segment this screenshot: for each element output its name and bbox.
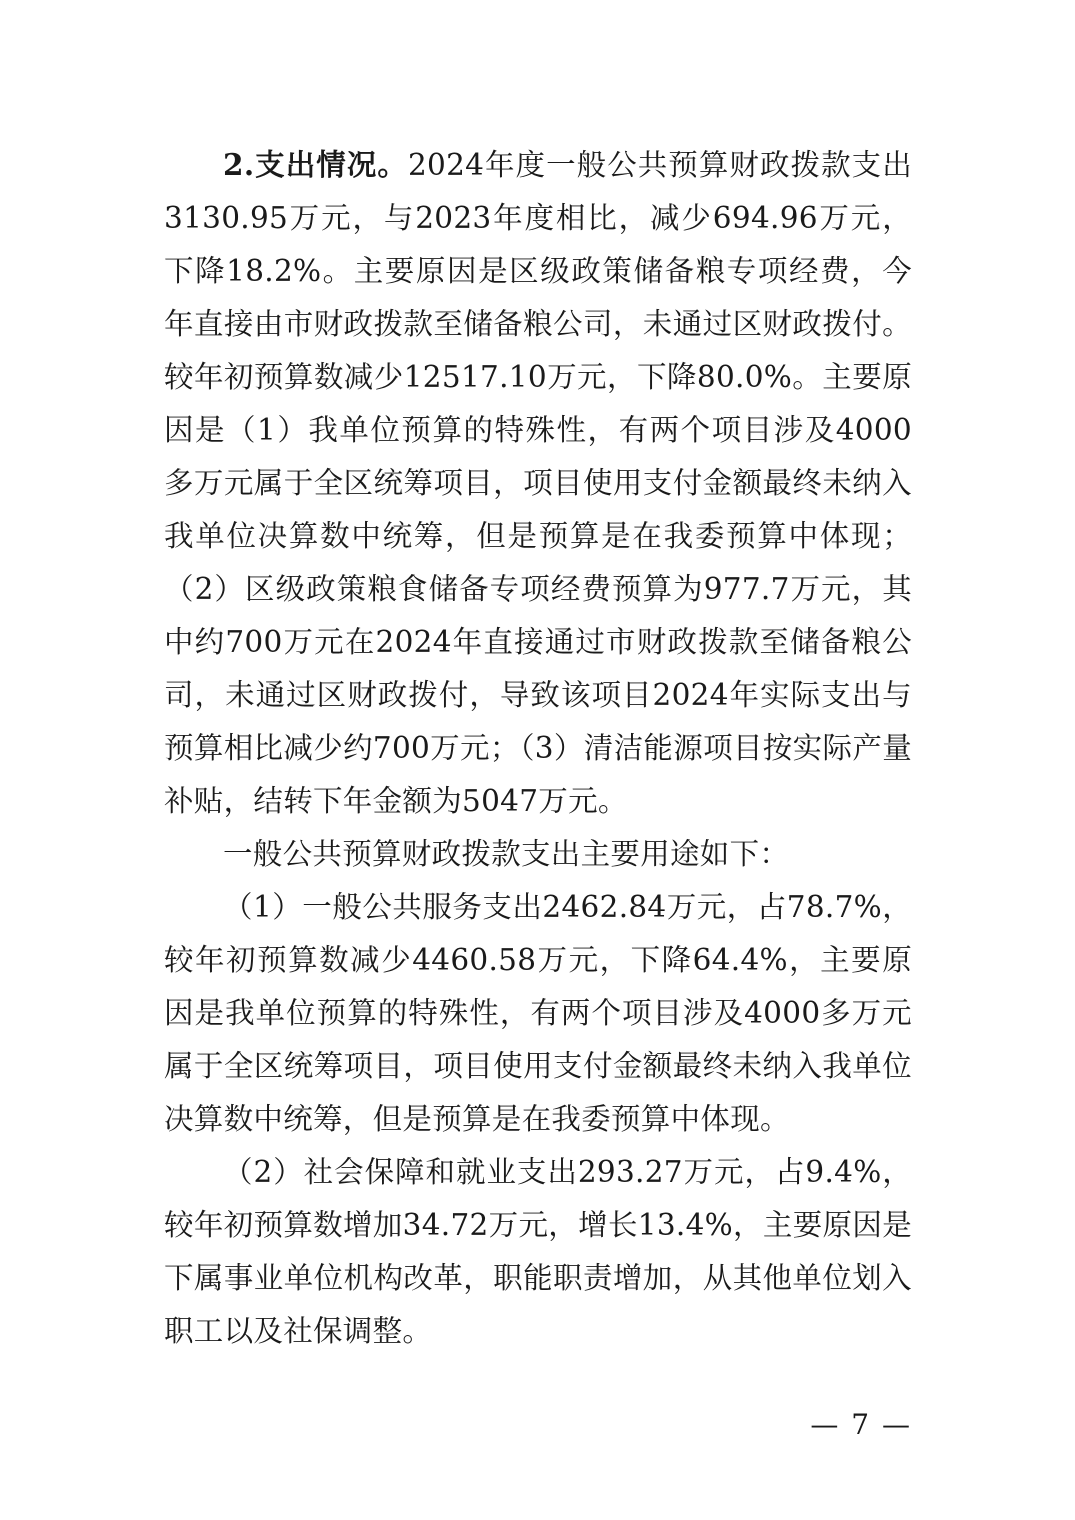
section-heading: 2.支出情况。 xyxy=(223,147,408,182)
paragraph-text: （1）一般公共服务支出2462.84万元，占78.7%，较年初预算数减少4460.58万元，下降64.4%，主要原因是我单位预算的特殊性，有两个项目涉及4000多万元属于全区统筹项目，项目使用支付金额最终未纳入我单位决算数中统筹，但是预算是在我委预算中体现。 xyxy=(164,890,912,1136)
paragraph-text: 2024年度一般公共预算财政拨款支出3130.95万元，与2023年度相比，减少694.96万元，下降18.2%。主要原因是区级政策储备粮专项经费，今年直接由市财政拨款至储备粮公司，未通过区财政拨付。较年初预算数减少12517.10万元，下降80.0%。主要原因是（1）我单位预算的特殊性，有两个项目涉及4000多万元属于全区统筹项目，项目使用支付金额最终未纳入我单位决算数中统筹，但是预算是在我委预算中体现；（2）区级政策粮食储备专项经费预算为977.7万元，其中约700万元在2024年直接通过市财政拨款至储备粮公司，未通过区财政拨付，导致该项目2024年实际支出与预算相比减少约700万元；（3）清洁能源项目按实际产量补贴，结转下年金额为5047万元。 xyxy=(164,148,912,818)
page-number: — 7 — xyxy=(810,1408,912,1441)
document-body xyxy=(164,138,912,1358)
paragraph-main-uses-intro xyxy=(164,828,912,881)
paragraph-expenditure-overview xyxy=(164,138,912,828)
paragraph-general-public-services xyxy=(164,881,912,1146)
paragraph-text: 一般公共预算财政拨款支出主要用途如下： xyxy=(223,837,790,871)
paragraph-social-security xyxy=(164,1146,912,1358)
paragraph-text: （2）社会保障和就业支出293.27万元，占9.4%，较年初预算数增加34.72万元，增长13.4%，主要原因是下属事业单位机构改革，职能职责增加，从其他单位划入职工以及社保调整。 xyxy=(164,1155,912,1348)
